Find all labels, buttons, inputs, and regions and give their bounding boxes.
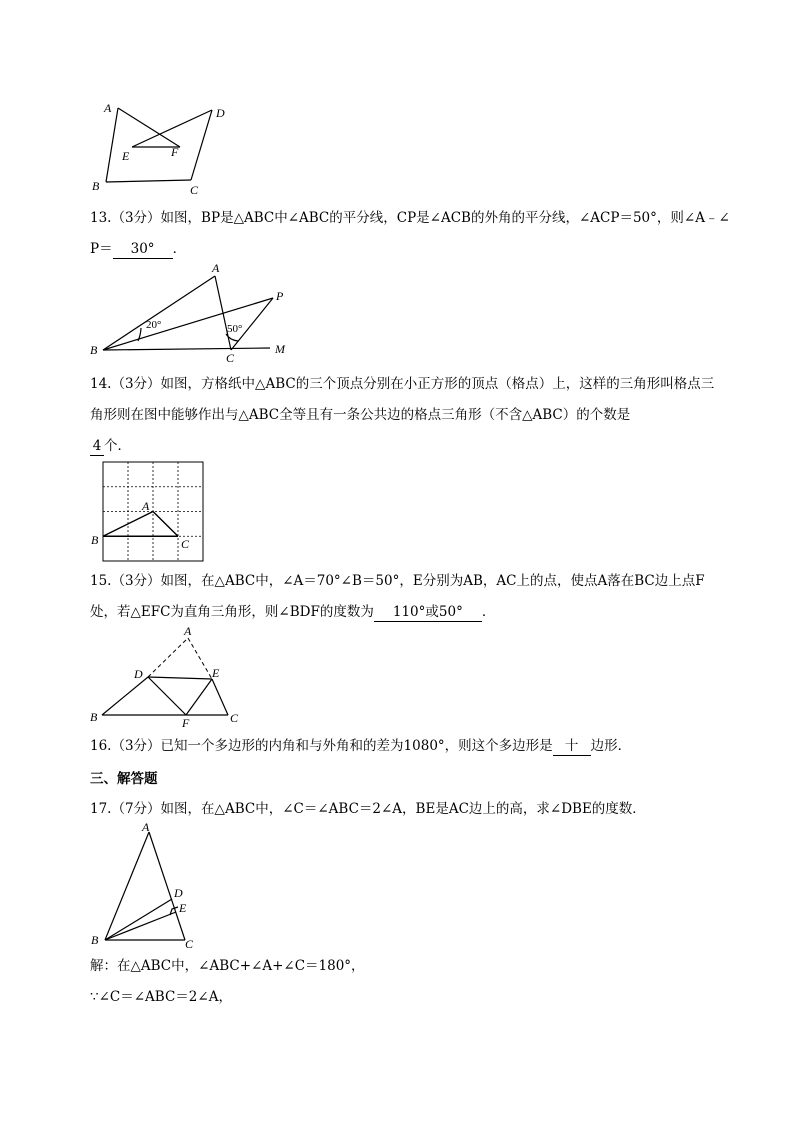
figure-q15 [88,622,248,727]
q17-solution-line2: ∵∠C＝∠ABC＝2∠A， [90,989,232,1005]
label-E: E [122,149,130,163]
label-C: C [190,183,199,197]
q13-line2-post: ． [172,241,187,257]
figure-q12 [88,98,238,198]
label-E: E [212,666,220,680]
label-C: C [226,351,235,362]
label-A: A [212,262,220,275]
q15-line2-pre: 处，若△EFC为直角三角形，则∠BDF的度数为 [90,604,374,620]
label-B: B [90,710,98,724]
q15-line2-post: ． [481,604,496,620]
label-F: F [171,145,179,159]
q16-line [90,737,631,756]
q15-line1: 15.（3分）如图，在△ABC中，∠A＝70°∠B＝50°，E分别为AB，AC上的点，使点A落在BC边上点F [90,573,705,589]
q14-line3-post: 个． [104,438,131,454]
q13-answer: 30° [113,240,173,259]
q16-line-pre: 16.（3分）已知一个多边形的内角和与外角和的差为1080°，则这个多边形是 [90,738,553,754]
label-E: E [179,901,187,915]
q13-line2-pre: P＝ [90,241,113,257]
label-B: B [92,179,100,193]
figure-q13 [88,262,298,362]
label-D: D [174,886,183,900]
label-D: D [216,106,225,120]
label-C: C [230,711,239,725]
label-C: C [185,937,194,951]
label-A: A [104,101,112,115]
q13-line2 [90,240,186,259]
q13-line1: 13.（3分）如图，BP是△ABC中∠ABC的平分线，CP是∠ACB的外角的平分线，∠ACP＝50°，则∠A﹣∠ [90,210,730,226]
label-B: B [91,533,99,547]
q17-line: 17.（7分）如图，在△ABC中，∠C＝∠ABC＝2∠A，BE是AC边上的高，求∠DBE的度数． [90,801,646,817]
label-P: P [276,289,284,303]
label-M: M [275,342,285,356]
figure-q14 [88,460,208,565]
label-F: F [182,716,190,727]
label-A: A [184,624,192,638]
q15-answer: 110°或50° [374,603,482,622]
label-D: D [134,667,143,681]
q14-line3 [90,437,131,456]
q16-line-post: 边形． [590,738,632,754]
label-A: A [142,822,150,834]
q14-answer: 4 [90,437,104,456]
q15-line2 [90,603,495,622]
label-A: A [142,499,150,513]
figure-q17 [88,822,208,952]
section-heading: 三、解答题 [90,771,158,787]
label-C: C [181,537,190,551]
angle-50: 50° [227,323,243,335]
q17-solution-line1: 解：在△ABC中，∠ABC+∠A+∠C＝180°， [90,958,365,974]
q14-line2: 角形则在图中能够作出与△ABC全等且有一条公共边的格点三角形（不含△ABC）的个数是 [90,407,631,423]
q16-answer: 十 [553,737,591,756]
label-B: B [90,343,98,357]
label-B: B [91,933,99,947]
angle-20: 20° [146,319,162,331]
q14-line1: 14.（3分）如图，方格纸中△ABC的三个顶点分别在小正方形的顶点（格点）上，这样的三角形叫格点三 [90,376,715,392]
